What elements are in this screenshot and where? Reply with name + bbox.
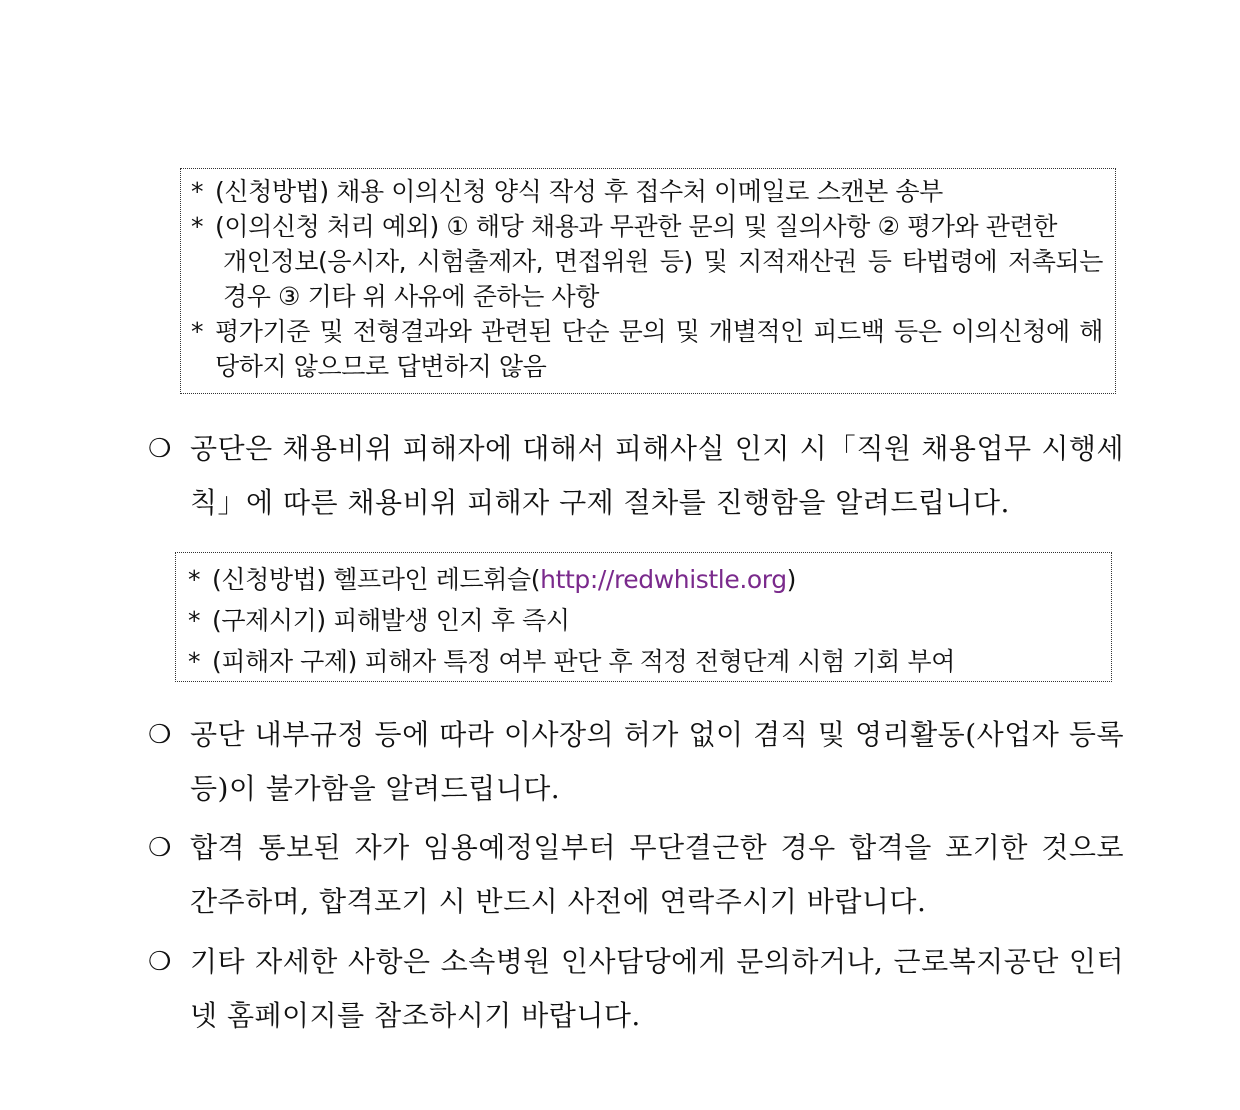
note-asterisk: * bbox=[191, 317, 204, 346]
circle-bullet-icon: ❍ bbox=[148, 947, 172, 977]
bullet-paragraph bbox=[148, 821, 1124, 929]
note-text: (이의신청 처리 예외) ① 해당 채용과 무관한 문의 및 질의사항 ② 평가와 관련한 bbox=[215, 212, 1058, 241]
note-item bbox=[188, 641, 1101, 682]
circle-bullet-icon: ❍ bbox=[148, 833, 172, 863]
relief-notes-box bbox=[175, 552, 1112, 682]
note-text: (구제시기) 피해발생 인지 후 즉시 bbox=[212, 606, 570, 635]
note-item bbox=[191, 174, 1103, 209]
bullet-text: 기타 자세한 사항은 소속병원 인사담당에게 문의하거나, 근로복지공단 인터넷 홈페이지를 참조하시기 바랍니다. bbox=[190, 945, 1124, 1032]
bullet-text: 공단 내부규정 등에 따라 이사장의 허가 없이 겸직 및 영리활동(사업자 등록 등)이 불가함을 알려드립니다. bbox=[190, 718, 1124, 805]
redwhistle-link[interactable]: http://redwhistle.org bbox=[540, 565, 787, 594]
note-text-closing: ) bbox=[786, 565, 797, 594]
note-asterisk: * bbox=[191, 212, 204, 241]
note-text: 평가기준 및 전형결과와 관련된 단순 문의 및 개별적인 피드백 등은 이의신청에 해당하지 않으므로 답변하지 않음 bbox=[215, 317, 1103, 381]
note-asterisk: * bbox=[188, 606, 201, 635]
bullet-paragraph bbox=[148, 935, 1124, 1043]
note-asterisk: * bbox=[188, 565, 201, 594]
note-asterisk: * bbox=[188, 647, 201, 676]
note-text: (신청방법) 채용 이의신청 양식 작성 후 접수처 이메일로 스캔본 송부 bbox=[215, 177, 943, 206]
bullet-text: 공단은 채용비위 피해자에 대해서 피해사실 인지 시「직원 채용업무 시행세칙」에 따른 채용비위 피해자 구제 절차를 진행함을 알려드립니다. bbox=[190, 432, 1124, 519]
circle-bullet-icon: ❍ bbox=[148, 434, 172, 464]
circle-bullet-icon: ❍ bbox=[148, 720, 172, 750]
note-item bbox=[191, 314, 1103, 384]
note-text: (신청방법) 헬프라인 레드휘슬( bbox=[212, 565, 541, 594]
note-item bbox=[191, 209, 1103, 314]
note-item bbox=[188, 600, 1101, 641]
bullet-text: 합격 통보된 자가 임용예정일부터 무단결근한 경우 합격을 포기한 것으로 간주하며, 합격포기 시 반드시 사전에 연락주시기 바랍니다. bbox=[190, 831, 1124, 918]
bullet-paragraph bbox=[148, 422, 1124, 530]
note-text-continued: 개인정보(응시자, 시험출제자, 면접위원 등) 및 지적재산권 등 타법령에 저촉되는 경우 ③ 기타 위 사유에 준하는 사항 bbox=[223, 247, 1103, 311]
note-asterisk: * bbox=[191, 177, 204, 206]
objection-notes-box bbox=[180, 168, 1116, 394]
bullet-paragraph bbox=[148, 708, 1124, 816]
note-item bbox=[188, 559, 1101, 600]
note-text: (피해자 구제) 피해자 특정 여부 판단 후 적정 전형단계 시험 기회 부여 bbox=[212, 647, 955, 676]
